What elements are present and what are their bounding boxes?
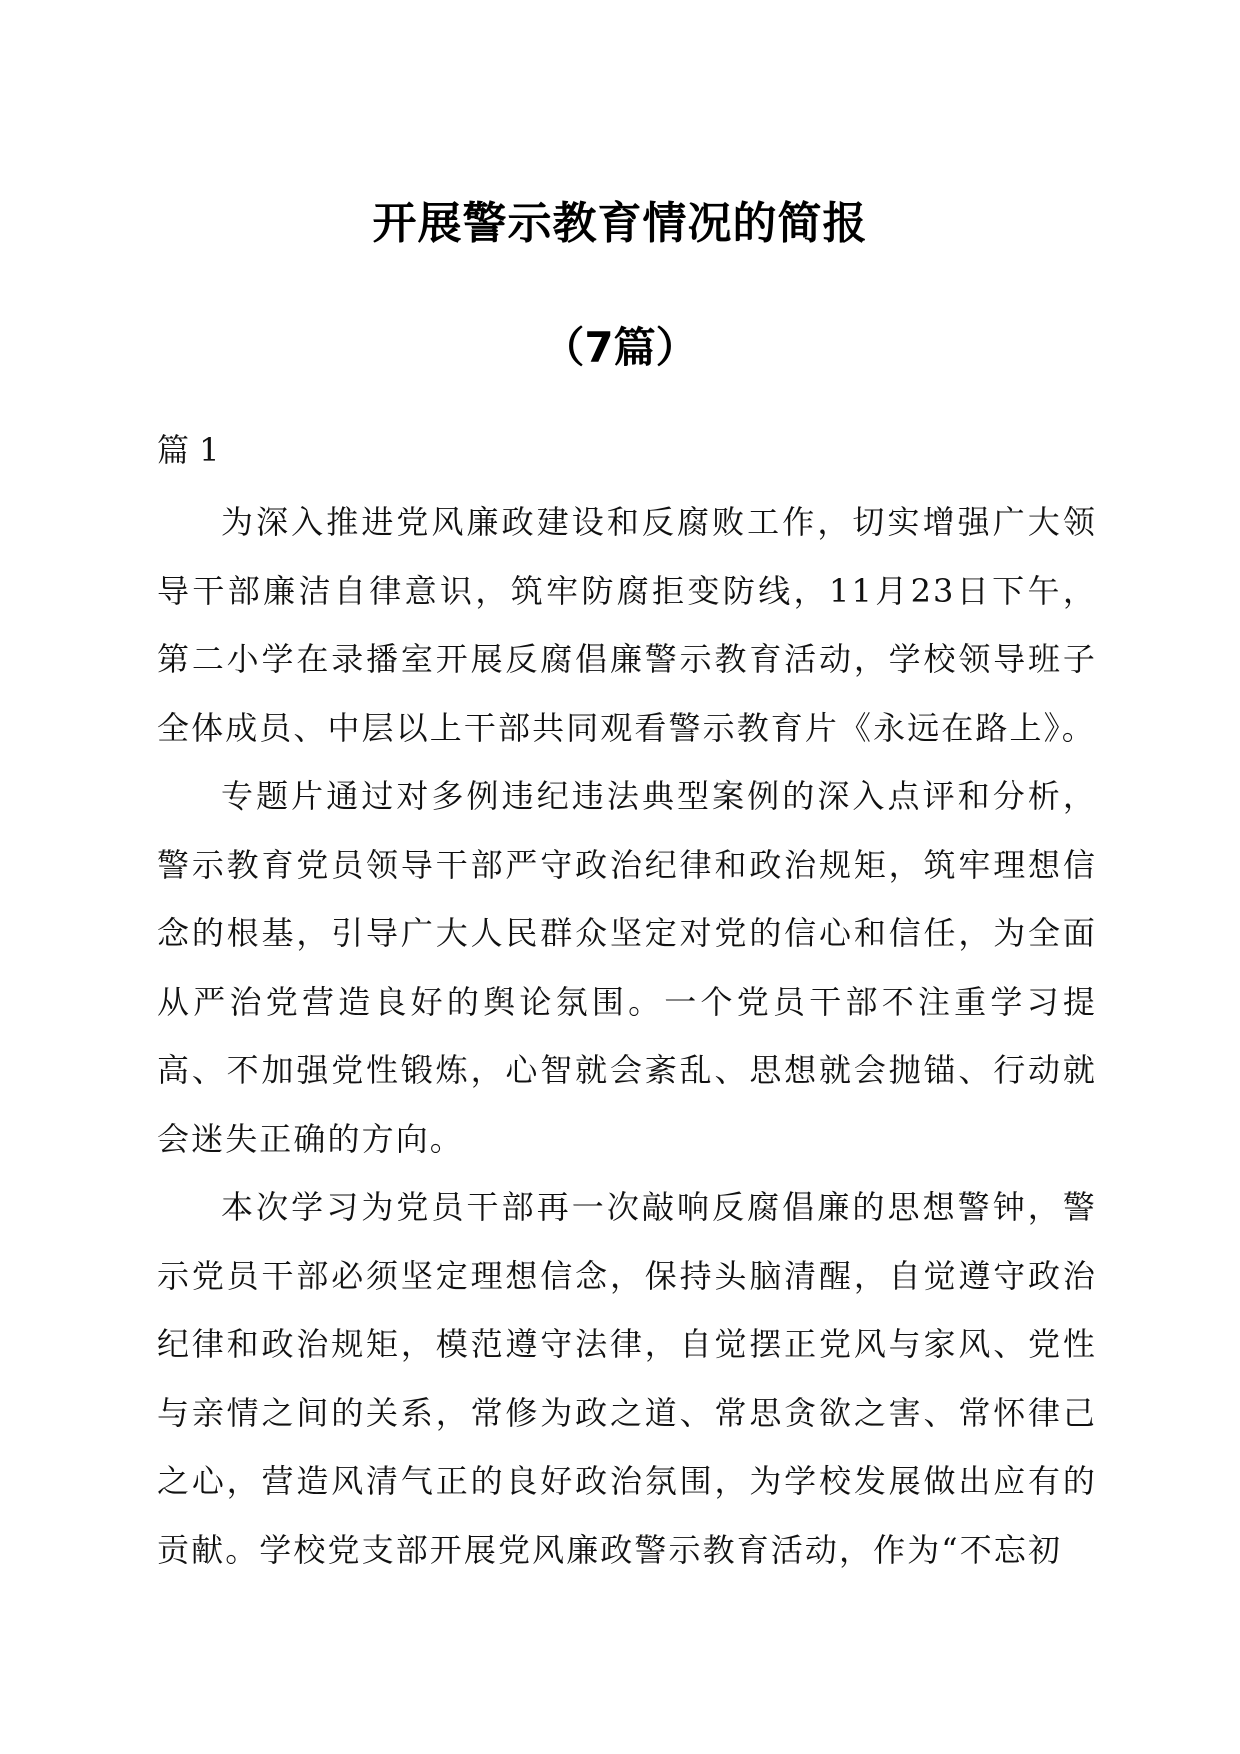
paragraph: 专题片通过对多例违纪违法典型案例的深入点评和分析，警示教育党员领导干部严守政治纪律和政治规矩，筑牢理想信念的根基，引导广大人民群众坚定对党的信心和信任，为全面从严治党营造良好的舆论氛围。一个党员干部不注重学习提高、不加强党性锻炼，心智就会紊乱、思想就会抛锚、行动就会迷失正确的方向。: [157, 777, 1097, 1158]
section-label: 篇 1: [157, 431, 220, 469]
document-subtitle: （7篇）: [542, 323, 698, 372]
paragraph: 本次学习为党员干部再一次敲响反腐倡廉的思想警钟，警示党员干部必须坚定理想信念，保持头脑清醒，自觉遵守政治纪律和政治规矩，模范遵守法律，自觉摆正党风与家风、党性与亲情之间的关系，常修为政之道、常思贪欲之害、常怀律己之心，营造风清气正的良好政治氛围，为学校发展做出应有的贡献。学校党支部开展党风廉政警示教育活动，作为“不忘初: [157, 1188, 1097, 1569]
document-body: [157, 488, 1097, 1584]
document-title: 开展警示教育情况的简报: [372, 198, 868, 249]
paragraph: 为深入推进党风廉政建设和反腐败工作，切实增强广大领导干部廉洁自律意识，筑牢防腐拒变防线，11月23日下午，第二小学在录播室开展反腐倡廉警示教育活动，学校领导班子全体成员、中层以上干部共同观看警示教育片《永远在路上》。: [157, 503, 1097, 747]
